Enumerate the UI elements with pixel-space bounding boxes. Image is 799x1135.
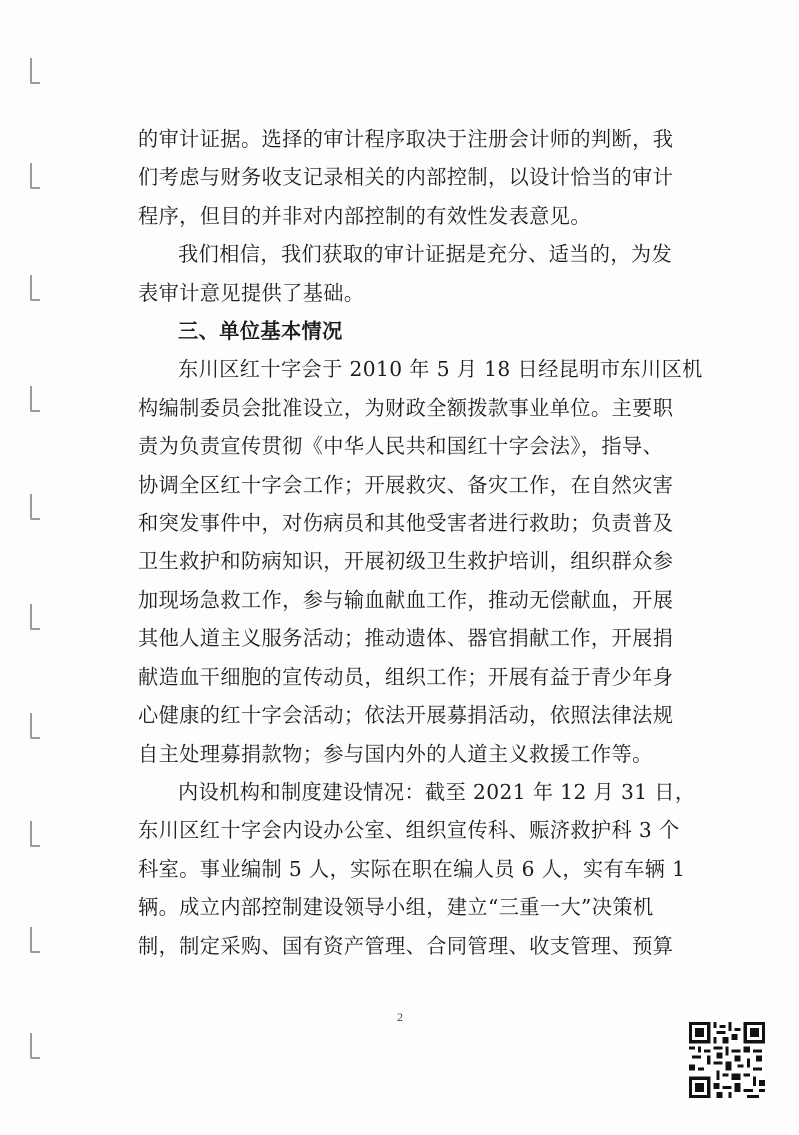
text-line: 制，制定采购、国有资产管理、合同管理、收支管理、预算 (138, 933, 674, 958)
binding-mark (30, 604, 40, 630)
text-line: 和突发事件中，对伤病员和其他受害者进行救助；负责普及 (138, 511, 674, 536)
text-line: 东川区红十字会于 2010 年 5 月 18 日经昆明市东川区机 (178, 357, 703, 382)
text-line: 其他人道主义服务活动；推动遗体、器官捐献工作，开展捐 (138, 626, 674, 651)
text-line: 辆。成立内部控制建设领导小组，建立“三重一大”决策机 (138, 895, 654, 920)
text-line: 献造血干细胞的宣传动员，组织工作；开展有益于青少年身 (138, 664, 674, 689)
text-line: 卫生救护和防病知识，开展初级卫生救护培训，组织群众参 (138, 549, 674, 574)
binding-mark (30, 275, 40, 301)
binding-mark (30, 494, 40, 520)
text-line: 责为负责宣传贯彻《中华人民共和国红十字会法》，指导、 (138, 434, 664, 459)
text-line: 们考虑与财务收支记录相关的内部控制，以设计恰当的审计 (138, 165, 674, 190)
text-line: 协调全区红十字会工作；开展救灾、备灾工作，在自然灾害 (138, 472, 674, 497)
text-line: 内设机构和制度建设情况：截至 2021 年 12 月 31 日， (178, 779, 696, 804)
document-body (138, 120, 703, 965)
text-line: 我们相信，我们获取的审计证据是充分、适当的，为发 (178, 242, 673, 267)
text-line: 自主处理募捐款物；参与国内外的人道主义救援工作等。 (138, 741, 653, 766)
binding-marks (30, 0, 42, 1135)
text-line: 程序，但目的并非对内部控制的有效性发表意见。 (138, 203, 591, 228)
text-line: 科室。事业编制 5 人，实际在职在编人员 6 人，实有车辆 1 (138, 856, 686, 881)
text-line: 东川区红十字会内设办公室、组织宣传科、赈济救护科 3 个 (138, 818, 680, 843)
binding-mark (30, 713, 40, 739)
binding-mark (30, 927, 40, 953)
text-line: 加现场急救工作，参与输血献血工作，推动无偿献血，开展 (138, 587, 674, 612)
binding-mark (30, 163, 40, 189)
page-number: 2 (397, 1010, 403, 1024)
text-line: 构编制委员会批准设立，为财政全额拨款事业单位。主要职 (138, 395, 674, 420)
section-heading: 三、单位基本情况 (178, 319, 343, 344)
text-line: 心健康的红十字会活动；依法开展募捐活动，依照法律法规 (138, 703, 674, 728)
text-line: 表审计意见提供了基础。 (138, 280, 365, 305)
binding-mark (30, 821, 40, 847)
text-line: 的审计证据。选择的审计程序取决于注册会计师的判断，我 (138, 127, 674, 151)
binding-mark (30, 386, 40, 412)
binding-mark (30, 1033, 40, 1059)
qr-code-icon (689, 1022, 765, 1098)
qr-code-graphic (689, 1022, 765, 1098)
binding-mark (30, 58, 40, 84)
